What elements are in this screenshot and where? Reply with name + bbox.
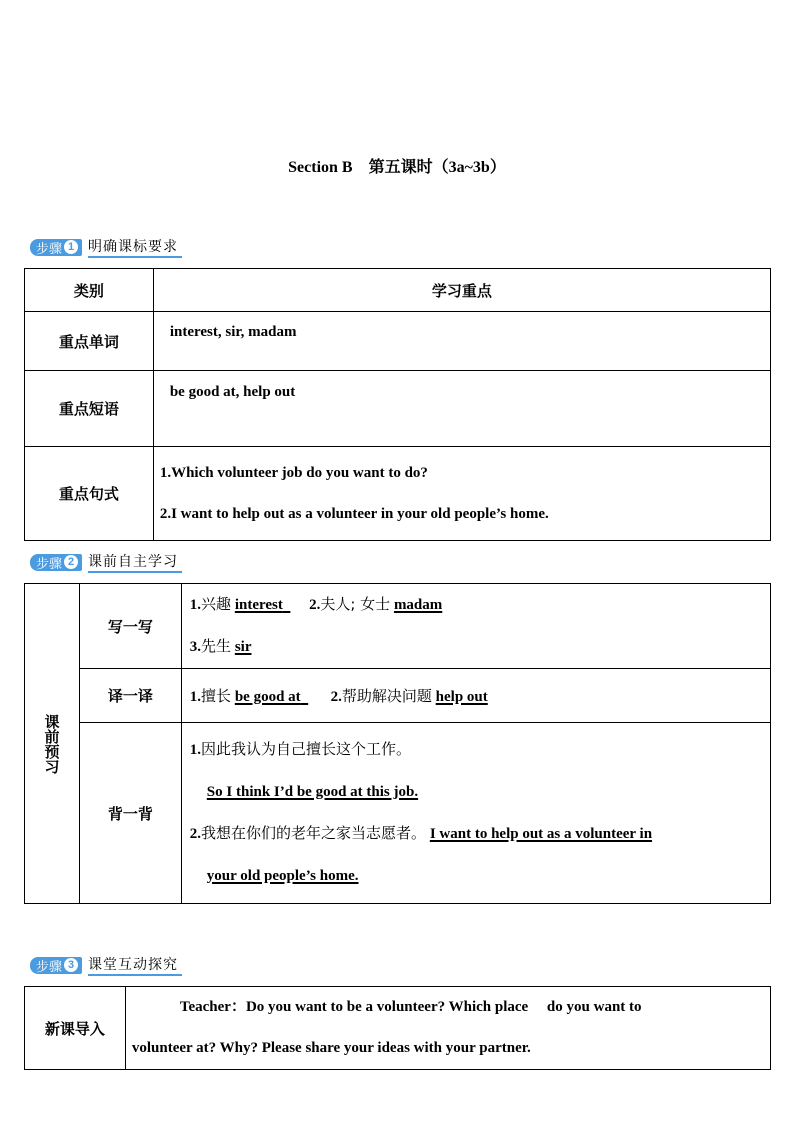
table-row xyxy=(25,371,771,447)
step-badge-text: 步骤 xyxy=(36,241,63,257)
item-chinese: 帮助解决问题 xyxy=(341,687,432,705)
row-category: 重点句式 xyxy=(25,447,154,541)
lead-in-content xyxy=(125,987,770,1070)
header-category: 类别 xyxy=(25,269,154,312)
preview-side-label: 课前预习 xyxy=(25,584,80,904)
write-line-2 xyxy=(190,626,770,668)
item-chinese: 先生 xyxy=(201,637,232,655)
item-number: 2. xyxy=(189,826,202,842)
write-line-1 xyxy=(190,584,770,626)
answer: sir xyxy=(234,639,252,655)
lead-in-line-2: volunteer at? Why? Please share your ideas with your partner. xyxy=(131,1040,531,1056)
sentence-2: 2.I want to help out as a volunteer in your old people’s home. xyxy=(159,505,549,522)
item-chinese: 因此我认为自己擅长这个工作。 xyxy=(201,740,412,758)
sentence-1: 1.Which volunteer job do you want to do? xyxy=(159,464,428,481)
step-1-label: 明确课标要求 xyxy=(88,236,182,258)
answer: your old people’s home. xyxy=(206,867,359,884)
item-chinese: 兴趣 xyxy=(201,595,232,613)
recite-line-1 xyxy=(190,729,770,772)
page-title: Section B 第五课时（3a~3b） xyxy=(288,159,506,176)
step-badge-text: 步骤 xyxy=(36,556,63,572)
item-number: 1. xyxy=(189,689,202,705)
write-content xyxy=(181,584,770,669)
step-2-badge xyxy=(30,554,82,571)
step-1-badge xyxy=(30,239,82,256)
recite-label: 背一背 xyxy=(79,723,181,904)
header-focus: 学习重点 xyxy=(153,269,770,312)
item-chinese: 擅长 xyxy=(201,687,232,705)
item-number: 3. xyxy=(189,639,202,655)
item-number: 2. xyxy=(309,597,321,613)
answer: madam xyxy=(393,597,443,613)
step-3-label: 课堂互动探究 xyxy=(88,954,182,976)
step-3-heading xyxy=(30,956,182,974)
answer: interest xyxy=(234,597,283,613)
row-category: 重点单词 xyxy=(25,312,154,371)
step-badge-text: 步骤 xyxy=(36,959,63,975)
lead-in-table xyxy=(24,986,771,1070)
translate-content xyxy=(181,669,770,723)
step-number: 1 xyxy=(64,240,78,254)
lead-in-label: 新课导入 xyxy=(25,987,126,1070)
table-row xyxy=(25,584,771,669)
step-number: 2 xyxy=(64,555,78,569)
row-content xyxy=(153,447,770,541)
translate-label: 译一译 xyxy=(79,669,181,723)
answer: I want to help out as a volunteer in xyxy=(429,826,653,842)
item-chinese: 我想在你们的老年之家当志愿者。 xyxy=(201,824,427,842)
recite-content xyxy=(181,723,770,904)
answer: So I think I’d be good at this job. xyxy=(206,783,419,800)
item-chinese: 夫人; 女士 xyxy=(320,595,391,613)
row-content: interest, sir, madam xyxy=(153,312,770,371)
preview-table xyxy=(24,583,771,904)
item-number: 1. xyxy=(189,597,202,613)
answer: be good at xyxy=(234,689,301,705)
step-2-label: 课前自主学习 xyxy=(88,551,182,573)
lead-in-line-1: Teacher：Do you want to be a volunteer? Which place do you want to xyxy=(179,999,642,1015)
step-number: 3 xyxy=(64,958,78,972)
step-1-heading xyxy=(30,238,182,256)
step-2-heading xyxy=(30,553,182,571)
step-3-badge xyxy=(30,957,82,974)
table-header-row xyxy=(25,269,771,312)
recite-answer-1 xyxy=(190,772,770,814)
table-row xyxy=(25,723,771,904)
table-row xyxy=(25,669,771,723)
table-row xyxy=(25,447,771,541)
answer: help out xyxy=(435,689,488,705)
row-category: 重点短语 xyxy=(25,371,154,447)
table-row xyxy=(25,987,771,1070)
item-number: 1. xyxy=(189,742,202,758)
row-content: be good at, help out xyxy=(153,371,770,447)
table-row xyxy=(25,312,771,371)
recite-answer-2 xyxy=(190,856,770,898)
item-number: 2. xyxy=(330,689,342,705)
key-points-table xyxy=(24,268,771,541)
recite-line-2 xyxy=(190,813,770,856)
write-label: 写一写 xyxy=(79,584,181,669)
